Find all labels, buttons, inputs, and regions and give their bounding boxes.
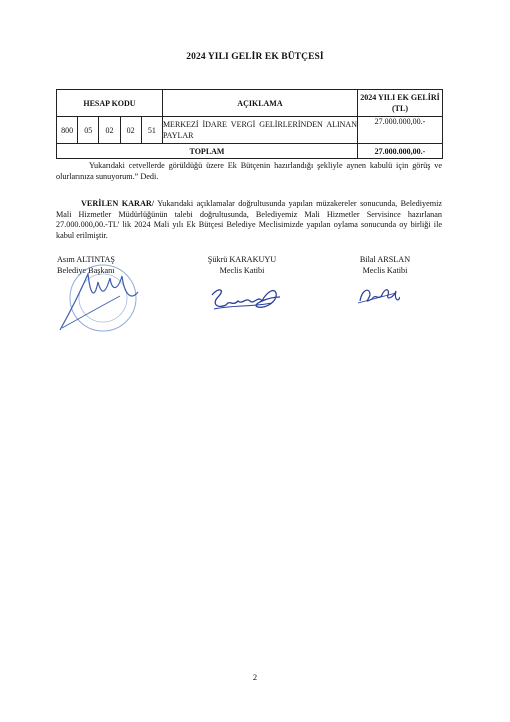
signatory-title: Meclis Katibi bbox=[219, 265, 265, 275]
official-seal-icon bbox=[58, 262, 148, 334]
row-amount: 27.000.000,00.- bbox=[358, 117, 443, 144]
table-total-row bbox=[57, 144, 443, 159]
total-amount: 27.000.000,00.- bbox=[358, 144, 443, 159]
row-description: MERKEZİ İDARE VERGİ GELİRLERİNDEN ALINAN PAYLAR bbox=[162, 117, 357, 144]
decision-label: VERİLEN KARAR/ bbox=[81, 199, 155, 208]
signature-arslan-icon bbox=[356, 283, 400, 309]
account-code-segment: 02 bbox=[120, 117, 141, 144]
decision-paragraph bbox=[56, 199, 442, 241]
account-code-segment: 51 bbox=[141, 117, 162, 144]
signature-karakuyu-icon bbox=[208, 283, 284, 313]
header-description: AÇIKLAMA bbox=[162, 90, 357, 117]
signatory-name: Bilal ARSLAN bbox=[359, 255, 411, 264]
account-code-segment: 02 bbox=[99, 117, 120, 144]
table-row bbox=[57, 117, 443, 144]
page-number: 2 bbox=[252, 672, 258, 682]
decision-text: Yukarıdaki açıklamalar doğrultusunda yapılan müzakereler sonucunda, Belediyemiz Mali Hizmetler Müdürlüğünün talebi doğrultusunda, Belediyemiz Mali Hizmetler Servisince hazırlanan 27.000.000,00.-TL’ lik 2024 Mali yılı Ek Bütçesi Belediye Meclisimizde yapılan oylama sonucunda oy birliği ile kabul erilmiştir. bbox=[56, 199, 442, 240]
table-header-row bbox=[57, 90, 443, 117]
account-code-segment: 05 bbox=[78, 117, 99, 144]
header-amount: 2024 YILI EK GELİRİ (TL) bbox=[358, 90, 443, 117]
signatory-title: Belediye Başkanı bbox=[57, 265, 115, 275]
signatory-title: Meclis Katibi bbox=[362, 265, 408, 275]
header-account-code: HESAP KODU bbox=[57, 90, 163, 117]
signatory-name: Şükrü KARAKUYU bbox=[207, 255, 277, 264]
account-code-segment: 800 bbox=[57, 117, 78, 144]
signature-block-clerk-1 bbox=[202, 255, 282, 276]
total-label: TOPLAM bbox=[57, 144, 358, 159]
signature-block-clerk-2 bbox=[350, 255, 420, 276]
signatory-name: Asım ALTINTAŞ bbox=[57, 255, 115, 264]
approval-paragraph: Yukarıdaki cetvellerde görüldüğü üzere Ek Bütçenin hazırlandığı şekliyle aynen kabulü için görüş ve olurlarınıza sunuyorum.” Dedi. bbox=[56, 161, 442, 181]
budget-table bbox=[56, 89, 443, 159]
document-title: 2024 YILI GELİR EK BÜTÇESİ bbox=[186, 52, 324, 62]
